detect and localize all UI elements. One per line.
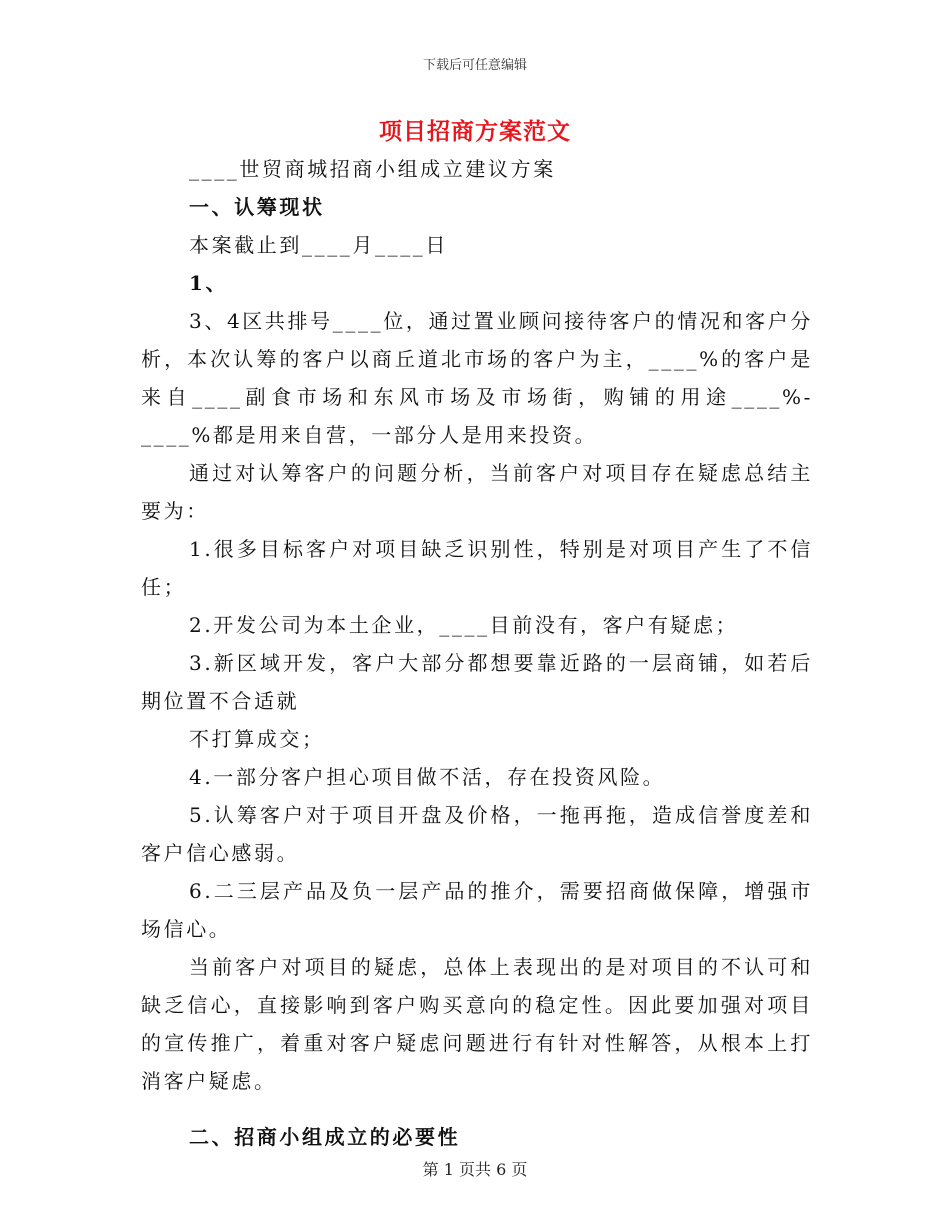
subtitle-paragraph: ____世贸商城招商小组成立建议方案 xyxy=(189,157,556,181)
list-item: 4.一部分客户担心项目做不活，存在投资风险。 xyxy=(189,765,666,789)
body-paragraph: 当前客户对项目的疑虑，总体上表现出的是对项目的不认可和缺乏信心，直接影响到客户购买意向的稳定性。因此要加强对项目的宣传推广，着重对客户疑虑问题进行有针对性解答，从根本上打消客户疑虑。 xyxy=(141,955,813,1093)
list-item: 2.开发公司为本土企业，____目前没有，客户有疑虑； xyxy=(189,613,739,637)
section-heading-1: 一、认筹现状 xyxy=(189,195,325,219)
document-title: 项目招商方案范文 xyxy=(379,118,571,145)
list-item: 3.新区域开发，客户大部分都想要靠近路的一层商铺，如若后期位置不合适就 xyxy=(141,651,813,713)
section-heading-2: 二、招商小组成立的必要性 xyxy=(189,1125,461,1149)
list-item-continuation: 不打算成交； xyxy=(189,727,325,751)
body-paragraph: 本案截止到____月____日 xyxy=(189,233,448,257)
body-paragraph: 通过对认筹客户的问题分析，当前客户对项目存在疑虑总结主要为： xyxy=(141,461,813,523)
list-item: 5.认筹客户对于项目开盘及价格，一拖再拖，造成信誉度差和客户信心感弱。 xyxy=(141,803,813,865)
document-body xyxy=(141,150,813,1156)
list-number: 1、 xyxy=(189,271,229,295)
page-footer-number: 第 1 页共 6 页 xyxy=(422,1160,528,1179)
body-paragraph: 3、4区共排号____位，通过置业顾问接待客户的情况和客户分析，本次认筹的客户以商丘道北市场的客户为主，____%的客户是来自____副食市场和东风市场及市场街，购铺的用途____%-____%都是用来自营，一部分人是用来投资。 xyxy=(141,309,813,447)
list-item: 6.二三层产品及负一层产品的推介，需要招商做保障，增强市场信心。 xyxy=(141,879,813,941)
page-header-note: 下载后可任意编辑 xyxy=(422,58,527,73)
list-item: 1.很多目标客户对项目缺乏识别性，特别是对项目产生了不信任； xyxy=(141,537,813,599)
